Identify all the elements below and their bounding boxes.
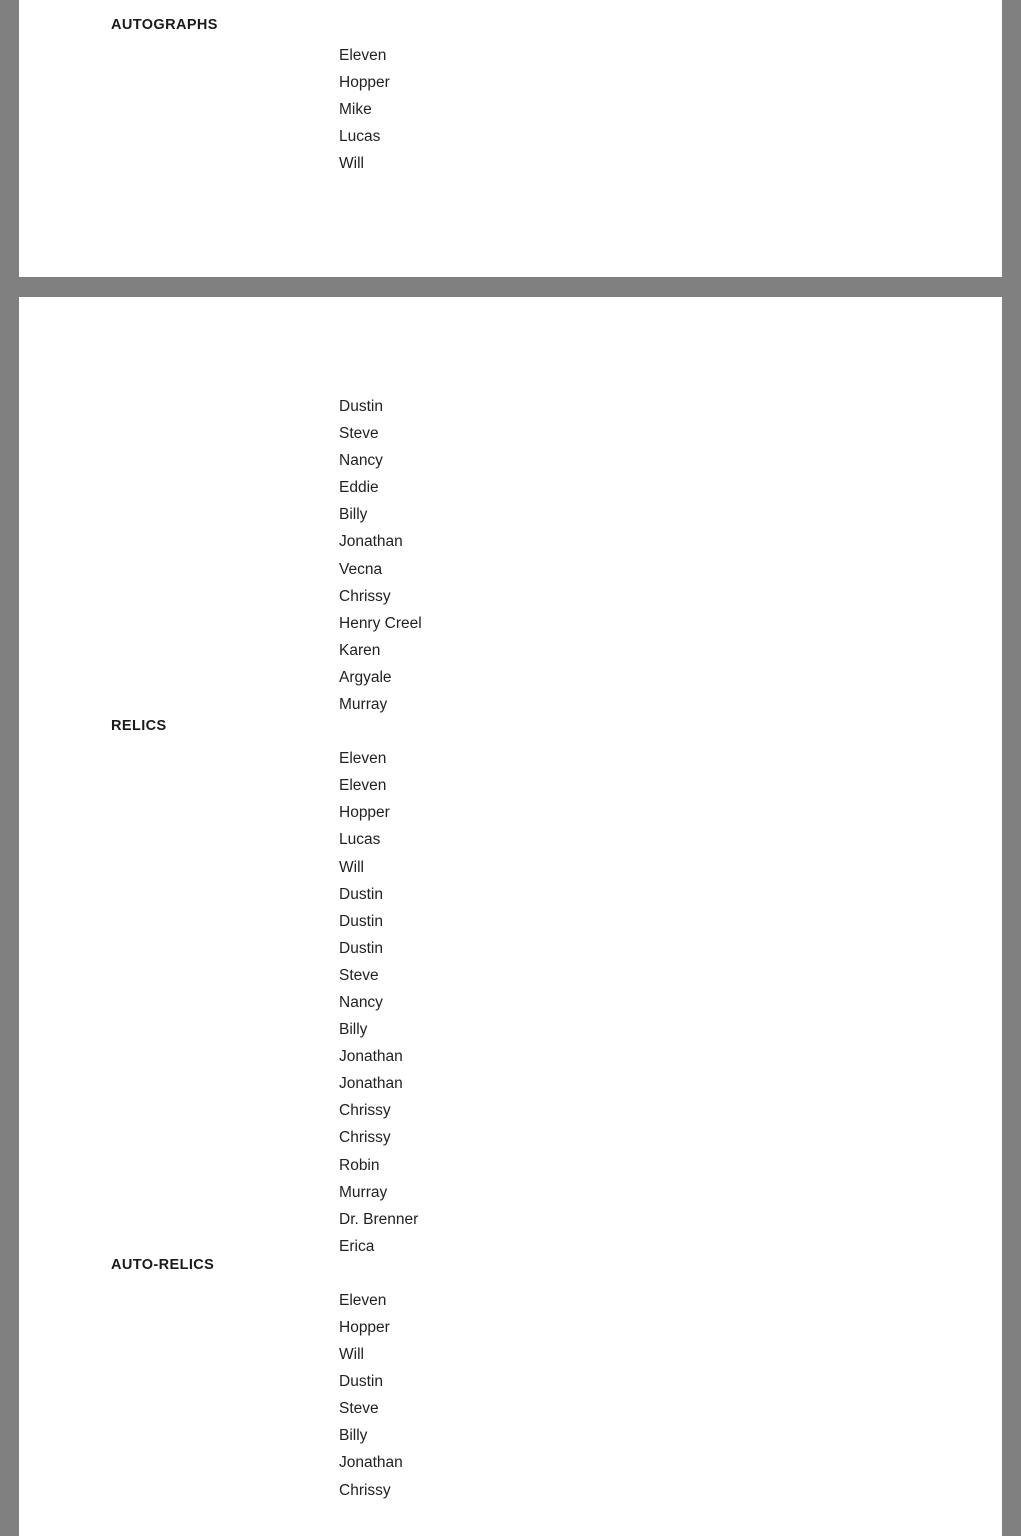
list-item: Hopper (339, 74, 390, 92)
list-item: Eleven (339, 47, 387, 64)
list-item: Eleven (339, 1291, 387, 1309)
continued-name-list (19, 393, 1002, 718)
list-item: Will (339, 1346, 364, 1364)
list-item: Jonathan (339, 533, 403, 551)
list-item: Vecna (339, 560, 383, 578)
list-item: Lucas (339, 831, 381, 849)
list-item: Chrissy (339, 1129, 391, 1147)
list-item: Hopper (339, 804, 390, 822)
list-item: Steve (339, 1400, 379, 1418)
list-item: Mike (339, 101, 372, 119)
list-item: Murray (339, 696, 388, 714)
list-item: Chrissy (339, 1481, 391, 1499)
page-fragment-top (19, 0, 1002, 277)
list-item: Chrissy (339, 587, 391, 605)
list-item: Dustin (339, 398, 383, 415)
list-item: Dustin (339, 912, 383, 930)
page-gap (0, 277, 1021, 297)
list-item: Robin (339, 1156, 380, 1174)
auto-relics-name-list (19, 1287, 1002, 1504)
list-item: Murray (339, 1183, 388, 1201)
list-item: Chrissy (339, 1102, 391, 1120)
list-item: Will (339, 858, 364, 876)
list-item: Eleven (339, 750, 387, 768)
top-padding (19, 297, 1002, 393)
list-item: Billy (339, 1021, 368, 1039)
list-item: Dr. Brenner (339, 1210, 419, 1228)
list-item: Dustin (339, 939, 383, 957)
list-item: Henry Creel (339, 614, 422, 632)
list-item: Jonathan (339, 1048, 403, 1066)
page-fragment-bottom (19, 297, 1002, 1536)
list-item: Eddie (339, 479, 379, 497)
list-item: Lucas (339, 128, 381, 146)
list-item: Billy (339, 506, 368, 524)
list-item: Will (339, 155, 364, 173)
list-item: Jonathan (339, 1454, 403, 1472)
list-item: Argyale (339, 668, 392, 686)
list-item: Steve (339, 966, 379, 984)
list-item: Steve (339, 425, 379, 443)
list-item: Billy (339, 1427, 368, 1445)
list-item: Dustin (339, 1373, 383, 1391)
section-autographs (19, 0, 1002, 177)
list-item: Dustin (339, 885, 383, 903)
list-item: Nancy (339, 452, 383, 470)
list-item: Eleven (339, 777, 387, 795)
section-label-auto-relics: AUTO-RELICS (111, 1257, 215, 1273)
list-item: Karen (339, 641, 381, 659)
section-label-autographs: AUTOGRAPHS (111, 17, 218, 33)
relics-name-list (19, 745, 1002, 1260)
list-item: Nancy (339, 993, 383, 1011)
section-label-relics: RELICS (111, 718, 167, 734)
list-item: Jonathan (339, 1075, 403, 1093)
list-item: Hopper (339, 1319, 390, 1336)
list-item: Erica (339, 1237, 375, 1255)
